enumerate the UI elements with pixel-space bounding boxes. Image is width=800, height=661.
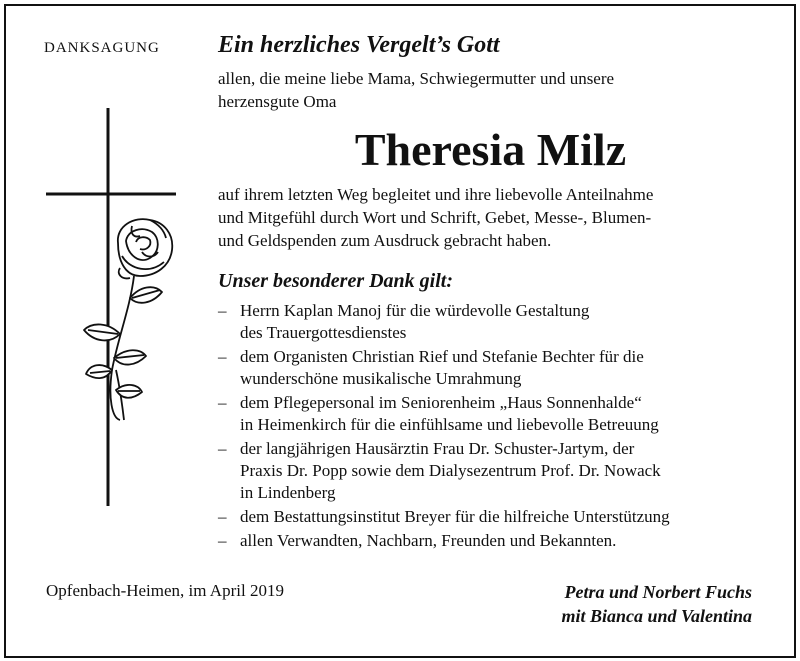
list-item-line: der langjährigen Hausärztin Frau Dr. Schuster-Jartym, der (240, 439, 635, 458)
list-item-line: in Lindenberg (240, 483, 336, 502)
dash-bullet: – (218, 393, 227, 412)
intro-line: allen, die meine liebe Mama, Schwiegermutter und unsere (218, 69, 615, 88)
cross-icon (46, 108, 176, 506)
list-item (218, 530, 778, 552)
list-item (218, 346, 778, 390)
list-item (218, 300, 778, 344)
dash-bullet: – (218, 301, 227, 320)
headline: Ein herzliches Vergelt’s Gott (218, 32, 500, 58)
list-item-line: allen Verwandten, Nachbarn, Freunden und Bekannten. (240, 531, 617, 550)
thanks-list (218, 300, 778, 554)
list-item-line: dem Bestattungsinstitut Breyer für die hilfreiche Unterstützung (240, 507, 670, 526)
list-item (218, 392, 778, 436)
list-item-line: des Trauergottesdienstes (240, 323, 407, 342)
signer-line: Petra und Norbert Fuchs (564, 582, 752, 602)
dash-bullet: – (218, 531, 227, 550)
body-line: und Geldspenden zum Ausdruck gebracht haben. (218, 231, 552, 250)
intro-text (218, 67, 763, 113)
place-date: Opfenbach-Heimen, im April 2019 (46, 581, 284, 600)
body-line: und Mitgefühl durch Wort und Schrift, Gebet, Messe-, Blumen- (218, 208, 652, 227)
signers (490, 580, 752, 628)
body-line: auf ihrem letzten Weg begleitet und ihre liebevolle Anteilnahme (218, 185, 654, 204)
list-item-line: dem Organisten Christian Rief und Stefanie Bechter für die (240, 347, 644, 366)
cross-with-rose-icon (46, 108, 186, 508)
notice-type-label: DANKSAGUNG (44, 40, 160, 56)
body-text (218, 183, 763, 252)
list-item-line: wunderschöne musikalische Umrahmung (240, 369, 522, 388)
intro-line: herzensgute Oma (218, 92, 337, 111)
list-item (218, 438, 778, 504)
list-item-line: Praxis Dr. Popp sowie dem Dialysezentrum Prof. Dr. Nowack (240, 461, 661, 480)
list-item-line: Herrn Kaplan Manoj für die würdevolle Gestaltung (240, 301, 590, 320)
thanks-heading: Unser besonderer Dank gilt: (218, 270, 454, 292)
list-item (218, 506, 778, 528)
dash-bullet: – (218, 439, 227, 458)
list-item-line: dem Pflegepersonal im Seniorenheim „Haus Sonnenhalde“ (240, 393, 642, 412)
signer-line: mit Bianca und Valentina (561, 606, 752, 626)
dash-bullet: – (218, 347, 227, 366)
rose-icon (84, 219, 172, 420)
dash-bullet: – (218, 507, 227, 526)
deceased-name: Theresia Milz (354, 124, 627, 175)
list-item-line: in Heimenkirch für die einfühlsame und liebevolle Betreuung (240, 415, 659, 434)
